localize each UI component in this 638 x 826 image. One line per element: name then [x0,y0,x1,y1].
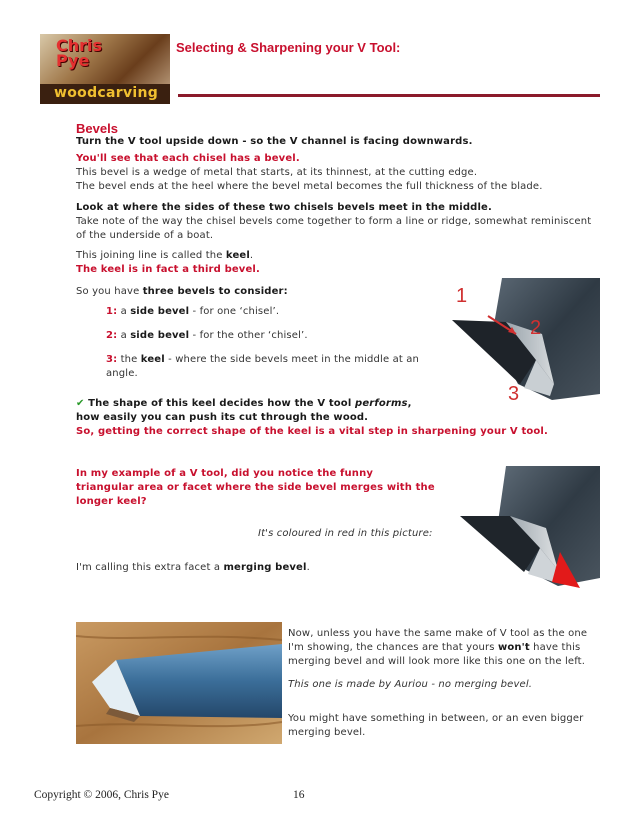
list-post: - where the side bevels meet in the middle at an [164,354,420,365]
label-3: 3 [508,383,520,405]
copyright-footer: Copyright © 2006, Chris Pye [34,789,169,801]
logo-brand: woodcarving [54,85,159,101]
para-shape-line2: how easily you can push its cut through the wood. [76,412,369,423]
auriou-v-tool-photo [76,622,282,744]
list-bold: side bevel [130,306,190,317]
keel-pre: This joining line is called the [76,250,226,261]
same-make-pre: I'm showing, the chances are that yours [288,642,498,653]
list-pre: a [117,306,131,317]
title-rule [178,94,600,97]
list-num: 3: [106,354,118,365]
calling-post: . [306,562,310,573]
wont-emphasis: won't [497,642,530,653]
same-make-line3: merging bevel and will look more like this one on the left. [288,656,586,667]
para-bevel [76,152,543,194]
question-line2: triangular area or facet where the side bevel merges with the [76,482,435,493]
checkmark-icon: ✔ [76,398,85,409]
three-bevels-pre: So you have [76,286,143,297]
label-2: 2 [530,317,542,339]
para-bevel-line3: The bevel ends at the heel where the bevel metal becomes the full thickness of the blade. [76,181,543,192]
para-keel-red: The keel is in fact a third bevel. [76,264,260,275]
para-three-bevels [76,285,288,299]
list-item-3-line2: angle. [106,368,138,379]
three-bevels-bold: three bevels to consider: [142,286,288,297]
logo-name [56,38,102,68]
list-item [106,329,308,343]
question-line3: longer keel? [76,496,147,507]
page-title: Selecting & Sharpening your V Tool: [176,40,401,55]
para-shape-red: So, getting the correct shape of the keel is a vital step in sharpening your V tool. [76,426,548,437]
shape-em: performs [355,398,408,409]
para-turn-tool: Turn the V tool upside down - so the V channel is facing downwards. [76,136,473,147]
list-item [106,305,279,319]
calling-pre: I'm calling this extra facet a [76,562,224,573]
para-keel-line1 [76,249,260,263]
caption-red-picture: It's coloured in red in this picture: [258,528,433,539]
para-bevel-line2: This bevel is a wedge of metal that starts, at its thinnest, at the cutting edge. [76,167,478,178]
keel-term: keel [225,250,250,261]
label-1: 1 [456,285,468,307]
merging-bevel-photo [446,464,600,590]
keel-post: . [249,250,254,261]
in-between-line1: You might have something in between, or an even bigger [288,713,584,724]
list-item [106,353,419,381]
list-bold: keel [140,354,165,365]
list-pre: the [117,354,141,365]
list-post: - for the other ‘chisel’. [189,330,308,341]
list-num: 2: [106,330,118,341]
para-auriou: This one is made by Auriou - no merging bevel. [288,679,533,690]
para-merging-bevel [76,561,310,575]
list-num: 1: [106,306,118,317]
para-look-line3: of the underside of a boat. [76,230,214,241]
para-bevel-red: You'll see that each chisel has a bevel. [76,153,300,164]
question-line1: In my example of a V tool, did you notice the funny [76,468,374,479]
para-look [76,201,591,243]
chris-pye-woodcarving-logo [40,34,170,104]
list-post: - for one ‘chisel’. [189,306,280,317]
list-bold: side bevel [130,330,190,341]
para-keel [76,249,260,277]
para-look-bold: Look at where the sides of these two chisels bevels meet in the middle. [76,202,492,213]
shape-pre: The shape of this keel decides how the V tool [88,398,356,409]
logo-line2: Pye [56,51,90,70]
shape-post: , [407,398,412,409]
list-pre: a [117,330,131,341]
para-in-between [288,712,583,740]
para-same-make [288,627,587,669]
para-look-line2: Take note of the way the chisel bevels come together to form a line or ridge, somewhat reminiscent [76,216,592,227]
merging-bevel-term: merging bevel [223,562,307,573]
same-make-line2 [288,641,587,655]
para-question [76,467,435,509]
in-between-line2: merging bevel. [288,727,366,738]
same-make-line1: Now, unless you have the same make of V tool as the one [288,628,588,639]
page-number: 16 [293,789,305,801]
section-heading: Bevels [76,121,118,136]
same-make-post: have this [529,642,581,653]
logo-line1: Chris [56,36,103,55]
v-tool-bevels-photo [432,272,600,408]
